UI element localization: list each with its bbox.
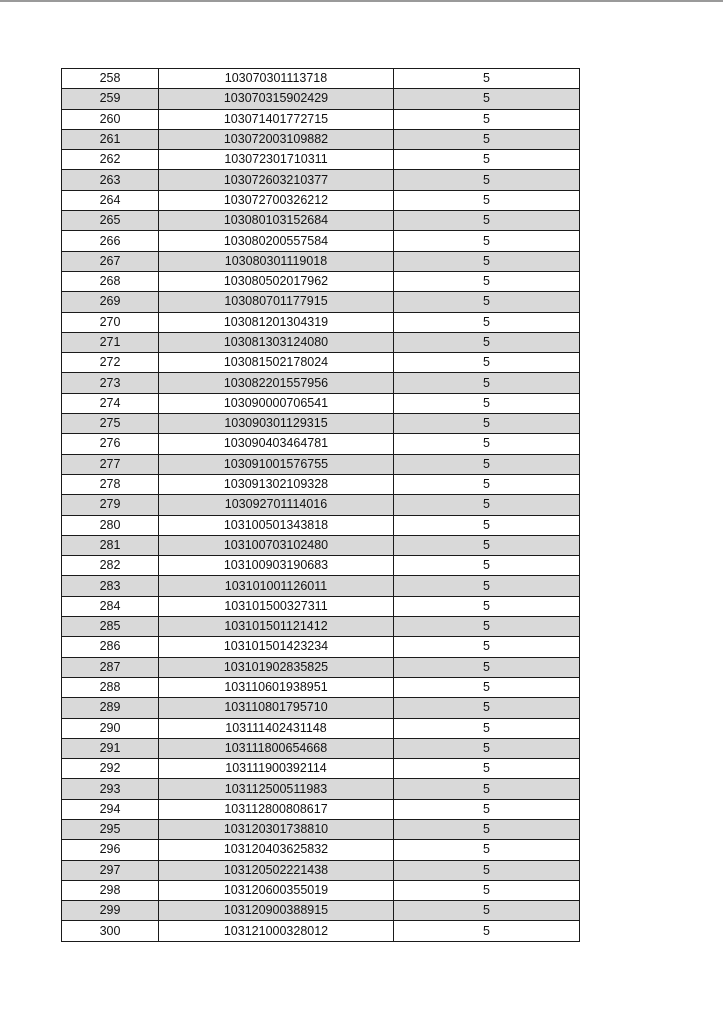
table-row — [62, 393, 580, 413]
row-number-cell: 272 — [62, 353, 159, 373]
id-cell: 103101001126011 — [159, 576, 394, 596]
table-row — [62, 779, 580, 799]
row-number-cell: 261 — [62, 129, 159, 149]
row-number-cell: 260 — [62, 109, 159, 129]
table-row — [62, 190, 580, 210]
id-cell: 103101501121412 — [159, 617, 394, 637]
id-cell: 103101902835825 — [159, 657, 394, 677]
row-number-cell: 274 — [62, 393, 159, 413]
table-row — [62, 657, 580, 677]
id-cell: 103112800808617 — [159, 799, 394, 819]
row-number-cell: 299 — [62, 901, 159, 921]
table-row — [62, 596, 580, 616]
row-number-cell: 276 — [62, 434, 159, 454]
table-row — [62, 292, 580, 312]
row-number-cell: 288 — [62, 677, 159, 697]
id-cell: 103072603210377 — [159, 170, 394, 190]
table-row — [62, 880, 580, 900]
row-number-cell: 293 — [62, 779, 159, 799]
table-row — [62, 434, 580, 454]
id-cell: 103090000706541 — [159, 393, 394, 413]
score-cell: 5 — [394, 677, 580, 697]
score-cell: 5 — [394, 170, 580, 190]
table-row — [62, 901, 580, 921]
score-cell: 5 — [394, 698, 580, 718]
id-cell: 103080301119018 — [159, 251, 394, 271]
score-cell: 5 — [394, 150, 580, 170]
id-cell: 103091001576755 — [159, 454, 394, 474]
id-cell: 103120403625832 — [159, 840, 394, 860]
table-row — [62, 759, 580, 779]
table-row — [62, 738, 580, 758]
id-cell: 103121000328012 — [159, 921, 394, 941]
table-row — [62, 211, 580, 231]
id-cell: 103072700326212 — [159, 190, 394, 210]
table-row — [62, 819, 580, 839]
id-cell: 103100501343818 — [159, 515, 394, 535]
row-number-cell: 278 — [62, 474, 159, 494]
table-row — [62, 799, 580, 819]
id-cell: 103072301710311 — [159, 150, 394, 170]
score-cell: 5 — [394, 799, 580, 819]
row-number-cell: 298 — [62, 880, 159, 900]
score-cell: 5 — [394, 535, 580, 555]
id-cell: 103112500511983 — [159, 779, 394, 799]
score-cell: 5 — [394, 515, 580, 535]
id-cell: 103111900392114 — [159, 759, 394, 779]
score-cell: 5 — [394, 617, 580, 637]
row-number-cell: 280 — [62, 515, 159, 535]
id-cell: 103081502178024 — [159, 353, 394, 373]
score-cell: 5 — [394, 89, 580, 109]
table-row — [62, 677, 580, 697]
row-number-cell: 283 — [62, 576, 159, 596]
id-cell: 103081303124080 — [159, 332, 394, 352]
table-row — [62, 535, 580, 555]
table-row — [62, 170, 580, 190]
id-cell: 103090403464781 — [159, 434, 394, 454]
table-row — [62, 617, 580, 637]
row-number-cell: 273 — [62, 373, 159, 393]
score-cell: 5 — [394, 373, 580, 393]
score-cell: 5 — [394, 759, 580, 779]
row-number-cell: 285 — [62, 617, 159, 637]
row-number-cell: 270 — [62, 312, 159, 332]
table-row — [62, 474, 580, 494]
id-cell: 103111800654668 — [159, 738, 394, 758]
score-cell: 5 — [394, 921, 580, 941]
score-cell: 5 — [394, 414, 580, 434]
row-number-cell: 267 — [62, 251, 159, 271]
score-cell: 5 — [394, 657, 580, 677]
row-number-cell: 290 — [62, 718, 159, 738]
table-row — [62, 353, 580, 373]
table-row — [62, 109, 580, 129]
table-row — [62, 637, 580, 657]
id-cell: 103071401772715 — [159, 109, 394, 129]
score-cell: 5 — [394, 738, 580, 758]
score-cell: 5 — [394, 556, 580, 576]
table-row — [62, 271, 580, 291]
score-cell: 5 — [394, 495, 580, 515]
score-cell: 5 — [394, 718, 580, 738]
row-number-cell: 268 — [62, 271, 159, 291]
row-number-cell: 294 — [62, 799, 159, 819]
score-cell: 5 — [394, 596, 580, 616]
id-cell: 103100703102480 — [159, 535, 394, 555]
score-cell: 5 — [394, 434, 580, 454]
row-number-cell: 282 — [62, 556, 159, 576]
row-number-cell: 295 — [62, 819, 159, 839]
row-number-cell: 297 — [62, 860, 159, 880]
id-cell: 103111402431148 — [159, 718, 394, 738]
row-number-cell: 271 — [62, 332, 159, 352]
score-cell: 5 — [394, 474, 580, 494]
id-cell: 103120502221438 — [159, 860, 394, 880]
row-number-cell: 300 — [62, 921, 159, 941]
score-cell: 5 — [394, 129, 580, 149]
table-row — [62, 495, 580, 515]
id-cell: 103100903190683 — [159, 556, 394, 576]
row-number-cell: 289 — [62, 698, 159, 718]
score-cell: 5 — [394, 211, 580, 231]
row-number-cell: 259 — [62, 89, 159, 109]
row-number-cell: 277 — [62, 454, 159, 474]
id-cell: 103101500327311 — [159, 596, 394, 616]
score-cell: 5 — [394, 880, 580, 900]
table-row — [62, 312, 580, 332]
table-row — [62, 454, 580, 474]
id-cell: 103082201557956 — [159, 373, 394, 393]
table-row — [62, 515, 580, 535]
id-cell: 103120301738810 — [159, 819, 394, 839]
id-cell: 103080103152684 — [159, 211, 394, 231]
table-row — [62, 576, 580, 596]
table-row — [62, 69, 580, 89]
id-cell: 103081201304319 — [159, 312, 394, 332]
id-cell: 103120600355019 — [159, 880, 394, 900]
score-cell: 5 — [394, 393, 580, 413]
score-cell: 5 — [394, 353, 580, 373]
row-number-cell: 266 — [62, 231, 159, 251]
score-cell: 5 — [394, 637, 580, 657]
id-cell: 103080502017962 — [159, 271, 394, 291]
score-cell: 5 — [394, 190, 580, 210]
score-cell: 5 — [394, 819, 580, 839]
score-cell: 5 — [394, 231, 580, 251]
id-cell: 103110801795710 — [159, 698, 394, 718]
row-number-cell: 275 — [62, 414, 159, 434]
id-cell: 103080701177915 — [159, 292, 394, 312]
table-row — [62, 231, 580, 251]
table-row — [62, 840, 580, 860]
score-cell: 5 — [394, 332, 580, 352]
row-number-cell: 265 — [62, 211, 159, 231]
row-number-cell: 264 — [62, 190, 159, 210]
data-table — [61, 68, 580, 942]
table-row — [62, 860, 580, 880]
score-cell: 5 — [394, 109, 580, 129]
score-cell: 5 — [394, 779, 580, 799]
table-body — [62, 69, 580, 942]
id-cell: 103090301129315 — [159, 414, 394, 434]
score-cell: 5 — [394, 840, 580, 860]
row-number-cell: 292 — [62, 759, 159, 779]
row-number-cell: 287 — [62, 657, 159, 677]
row-number-cell: 286 — [62, 637, 159, 657]
row-number-cell: 281 — [62, 535, 159, 555]
row-number-cell: 262 — [62, 150, 159, 170]
id-cell: 103070315902429 — [159, 89, 394, 109]
row-number-cell: 284 — [62, 596, 159, 616]
score-cell: 5 — [394, 69, 580, 89]
row-number-cell: 296 — [62, 840, 159, 860]
score-cell: 5 — [394, 292, 580, 312]
score-cell: 5 — [394, 312, 580, 332]
table-row — [62, 718, 580, 738]
id-cell: 103091302109328 — [159, 474, 394, 494]
row-number-cell: 258 — [62, 69, 159, 89]
table-row — [62, 129, 580, 149]
id-cell: 103092701114016 — [159, 495, 394, 515]
table-row — [62, 89, 580, 109]
row-number-cell: 269 — [62, 292, 159, 312]
id-cell: 103080200557584 — [159, 231, 394, 251]
table-row — [62, 698, 580, 718]
id-cell: 103101501423234 — [159, 637, 394, 657]
row-number-cell: 279 — [62, 495, 159, 515]
score-cell: 5 — [394, 454, 580, 474]
table-row — [62, 414, 580, 434]
table-row — [62, 921, 580, 941]
id-cell: 103110601938951 — [159, 677, 394, 697]
id-cell: 103070301113718 — [159, 69, 394, 89]
id-cell: 103072003109882 — [159, 129, 394, 149]
table-row — [62, 332, 580, 352]
table-row — [62, 251, 580, 271]
id-cell: 103120900388915 — [159, 901, 394, 921]
table-row — [62, 150, 580, 170]
row-number-cell: 291 — [62, 738, 159, 758]
score-cell: 5 — [394, 271, 580, 291]
score-cell: 5 — [394, 251, 580, 271]
score-cell: 5 — [394, 860, 580, 880]
score-cell: 5 — [394, 901, 580, 921]
table-row — [62, 373, 580, 393]
score-cell: 5 — [394, 576, 580, 596]
table-row — [62, 556, 580, 576]
row-number-cell: 263 — [62, 170, 159, 190]
